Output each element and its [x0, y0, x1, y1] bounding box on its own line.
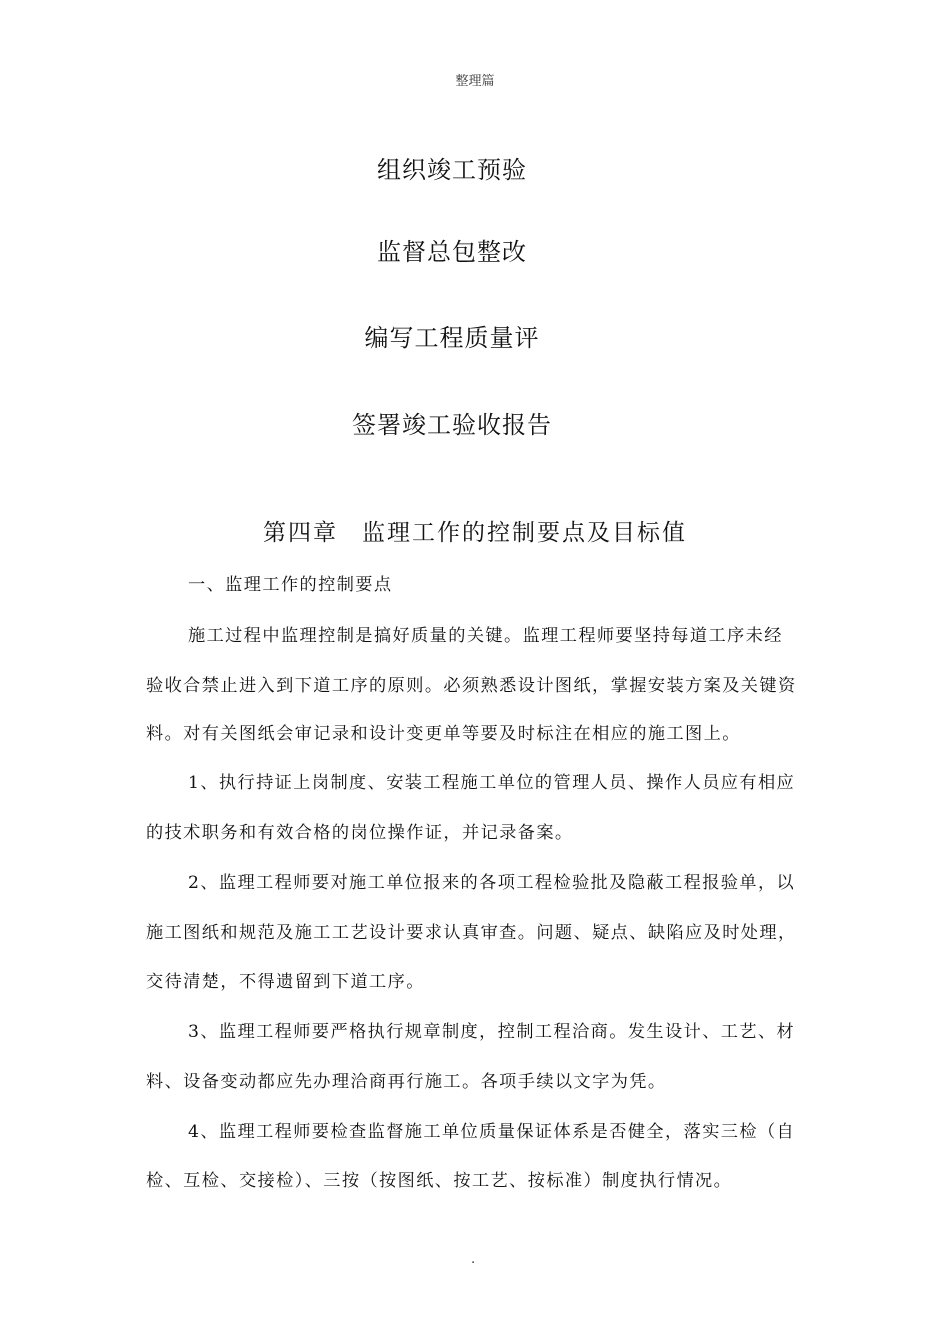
flow-step-quality-evaluation: 编写工程质量评 — [364, 324, 540, 352]
flow-step-pre-acceptance: 组织竣工预验 — [377, 156, 527, 184]
paragraph-line: 2、监理工程师要对施工单位报来的各项工程检验批及隐蔽工程报验单，以 — [188, 873, 796, 893]
paragraph-line: 3、监理工程师要严格执行规章制度，控制工程洽商。发生设计、工艺、材 — [188, 1022, 796, 1042]
paragraph-line: 料、设备变动都应先办理洽商再行施工。各项手续以文字为凭。 — [146, 1072, 667, 1092]
page-header: 整理篇 — [455, 74, 495, 89]
chapter-name: 监理工作的控制要点及目标值 — [362, 520, 687, 546]
paragraph-line: 检、互检、交接检）、三按（按图纸、按工艺、按标准）制度执行情况。 — [146, 1171, 733, 1191]
flow-step-sign-report: 签署竣工验收报告 — [352, 411, 552, 439]
paragraph-line: 的技术职务和有效合格的岗位操作证，并记录备案。 — [146, 823, 574, 843]
paragraph-line: 料。对有关图纸会审记录和设计变更单等要及时标注在相应的施工图上。 — [146, 724, 741, 744]
paragraph-line: 1、执行持证上岗制度、安装工程施工单位的管理人员、操作人员应有相应 — [188, 773, 796, 793]
flow-step-supervise-rectification: 监督总包整改 — [377, 238, 527, 266]
paragraph-line: 交待清楚，不得遗留到下道工序。 — [146, 972, 425, 992]
paragraph-line: 施工过程中监理控制是搞好质量的关键。监理工程师要坚持每道工序未经 — [188, 626, 783, 646]
paragraph-line: 4、监理工程师要检查监督施工单位质量保证体系是否健全，落实三检（自 — [188, 1122, 796, 1142]
page-footer: . — [471, 1252, 476, 1267]
chapter-number: 第四章 — [263, 520, 338, 546]
paragraph-line: 施工图纸和规范及施工工艺设计要求认真审查。问题、疑点、缺陷应及时处理， — [146, 923, 797, 943]
section-heading: 一、监理工作的控制要点 — [188, 575, 393, 595]
chapter-title — [0, 514, 950, 547]
paragraph-line: 验收合禁止进入到下道工序的原则。必须熟悉设计图纸，掌握安装方案及关键资 — [146, 676, 797, 696]
